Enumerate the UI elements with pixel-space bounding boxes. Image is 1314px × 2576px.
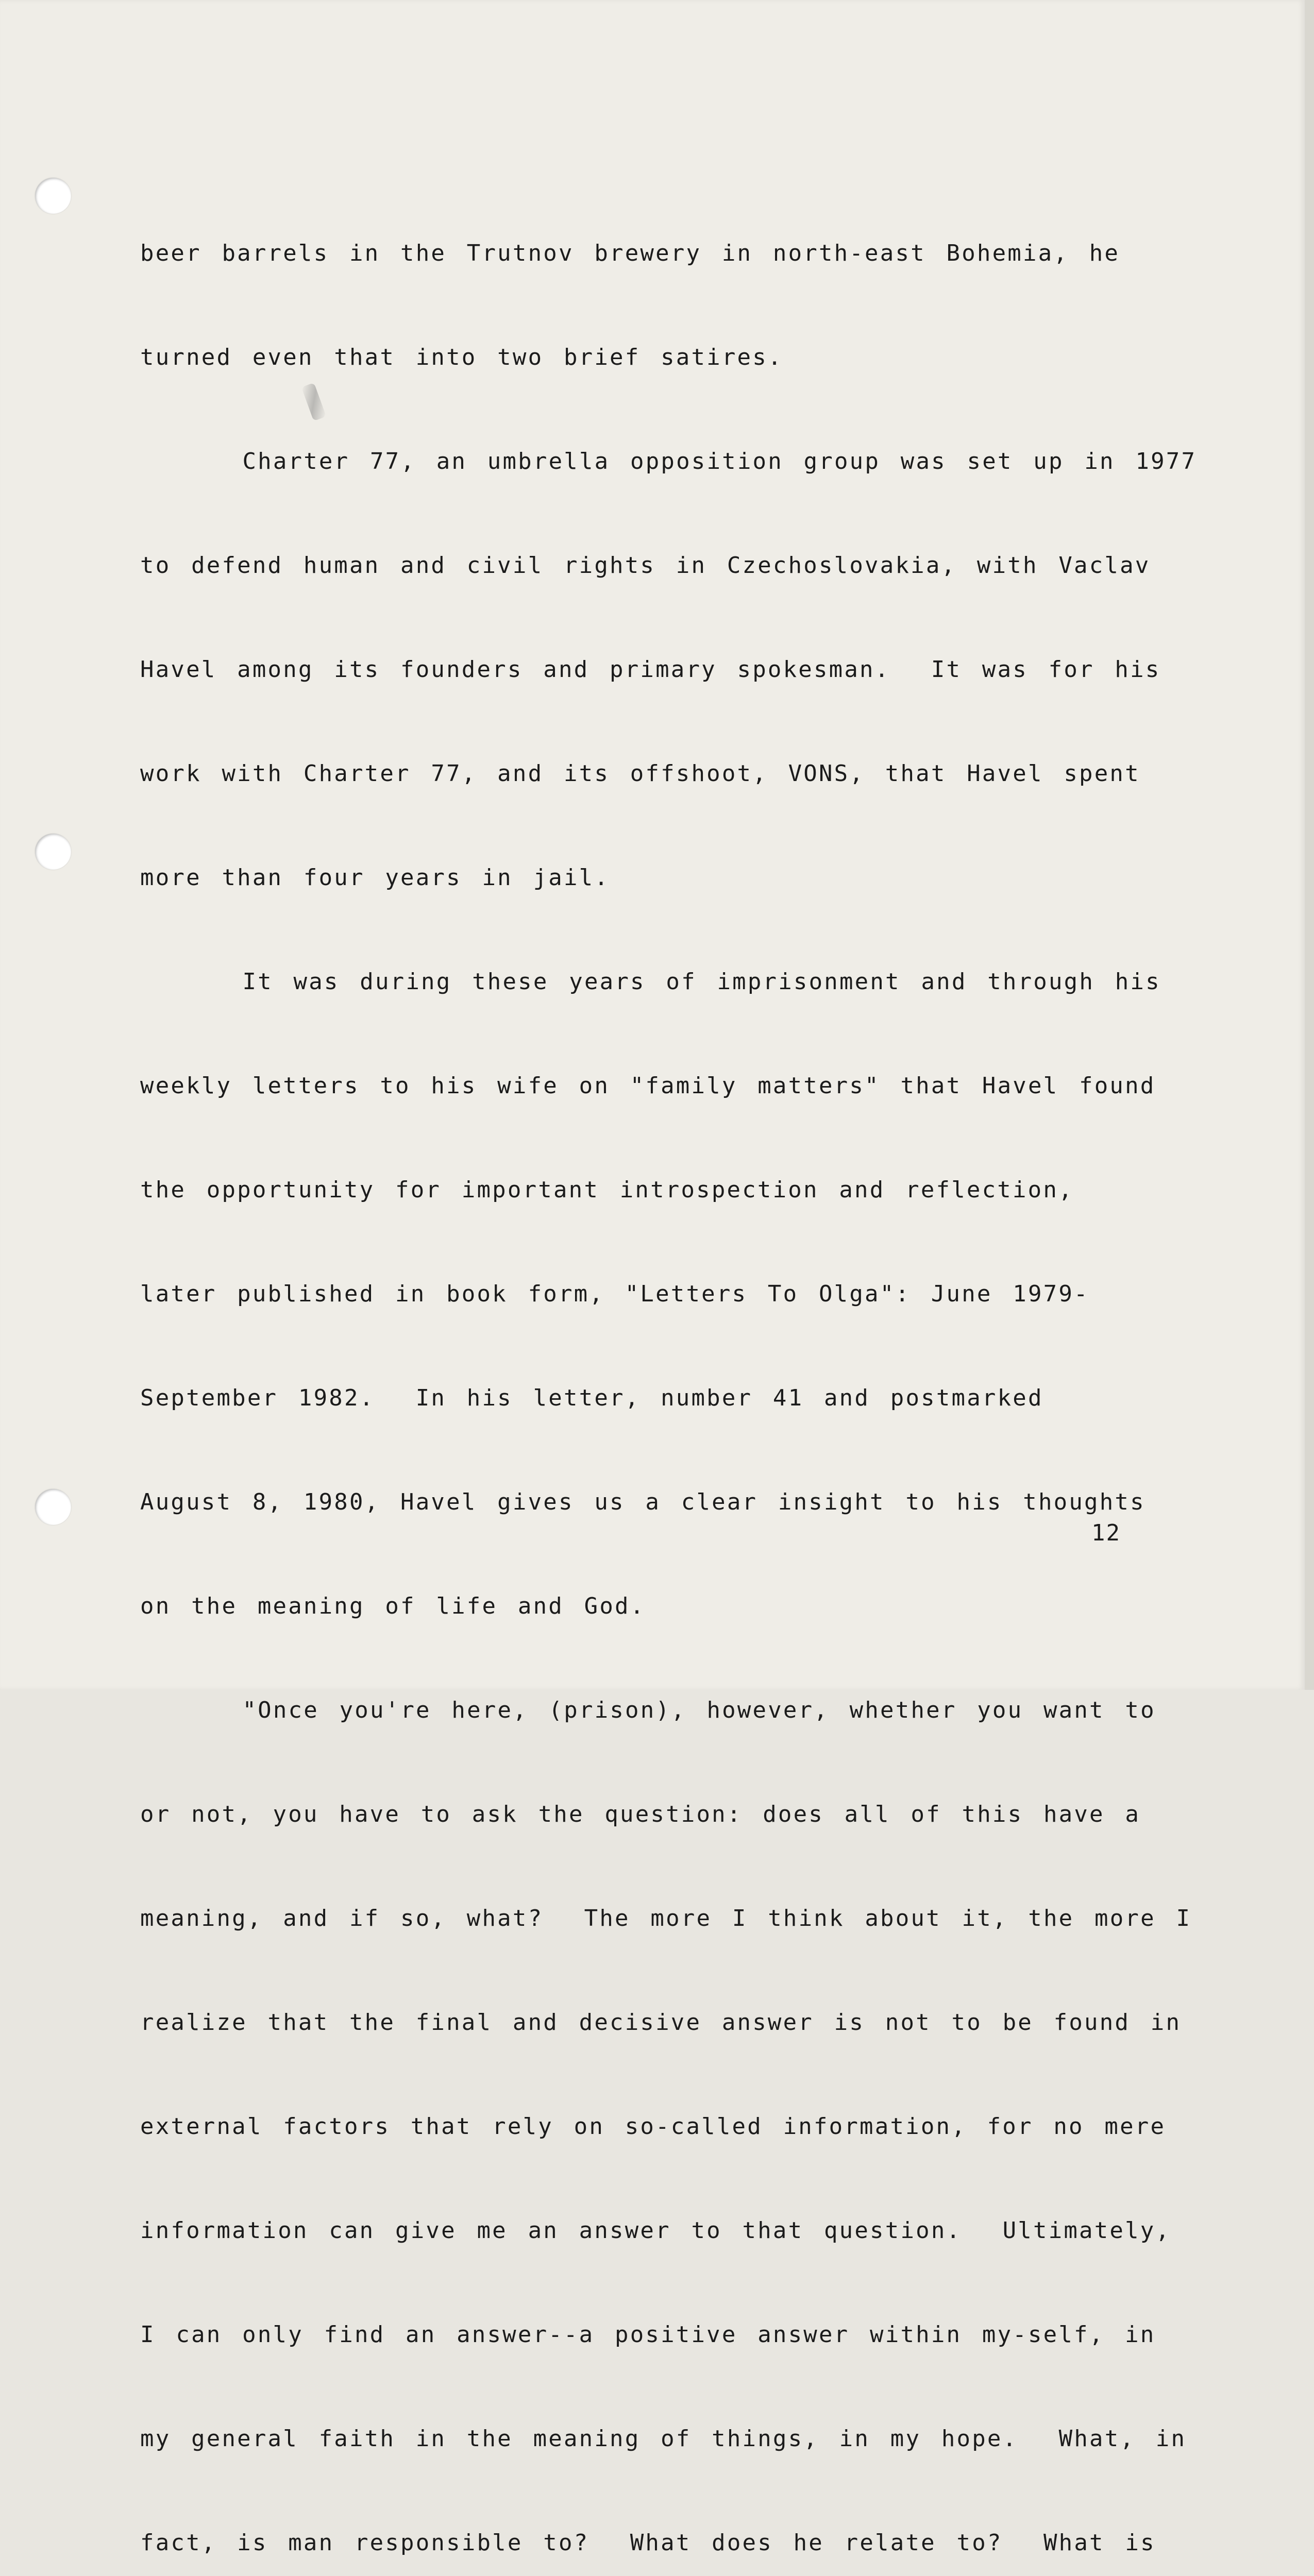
binder-hole-top: [35, 178, 71, 214]
text-line: external factors that rely on so-called information, for no mere: [140, 2113, 1166, 2140]
text-line: work with Charter 77, and its offshoot, VONS, that Havel spent: [140, 760, 1140, 787]
body-text: [140, 175, 1197, 2576]
text-line: It was during these years of imprisonment and through his: [140, 969, 1161, 995]
text-line: or not, you have to ask the question: does all of this have a: [140, 1801, 1141, 1827]
text-line: beer barrels in the Trutnov brewery in north-east Bohemia, he: [140, 240, 1120, 266]
paper-edge: [1305, 0, 1314, 1690]
page-number: 12: [1091, 1520, 1121, 1546]
text-line: weekly letters to his wife on "family matters" that Havel found: [140, 1073, 1156, 1099]
binder-hole-bottom: [35, 1489, 71, 1525]
text-line: information can give me an answer to that question. Ultimately,: [140, 2217, 1171, 2244]
binder-hole-middle: [35, 834, 71, 870]
text-line: the opportunity for important introspection and reflection,: [140, 1177, 1074, 1203]
text-line: to defend human and civil rights in Czechoslovakia, with Vaclav: [140, 552, 1151, 579]
text-line: September 1982. In his letter, number 41 and postmarked: [140, 1385, 1043, 1411]
text-line: meaning, and if so, what? The more I think about it, the more I: [140, 1905, 1192, 1931]
text-line: my general faith in the meaning of things, in my hope. What, in: [140, 2426, 1187, 2452]
text-line: Charter 77, an umbrella opposition group was set up in 1977: [140, 448, 1197, 474]
text-line: later published in book form, "Letters To Olga": June 1979-: [140, 1281, 1089, 1307]
text-line: "Once you're here, (prison), however, whether you want to: [140, 1697, 1156, 1723]
text-line: August 8, 1980, Havel gives us a clear insight to his thoughts: [140, 1489, 1145, 1515]
text-line: on the meaning of life and God.: [140, 1593, 646, 1619]
text-line: fact, is man responsible to? What does he relate to? What is: [140, 2530, 1156, 2556]
text-line: turned even that into two brief satires.: [140, 344, 783, 370]
text-line: Havel among its founders and primary spokesman. It was for his: [140, 656, 1161, 683]
text-line: realize that the final and decisive answer is not to be found in: [140, 2009, 1182, 2036]
text-line: I can only find an answer--a positive answer within my-self, in: [140, 2321, 1156, 2348]
text-line: more than four years in jail.: [140, 865, 610, 891]
